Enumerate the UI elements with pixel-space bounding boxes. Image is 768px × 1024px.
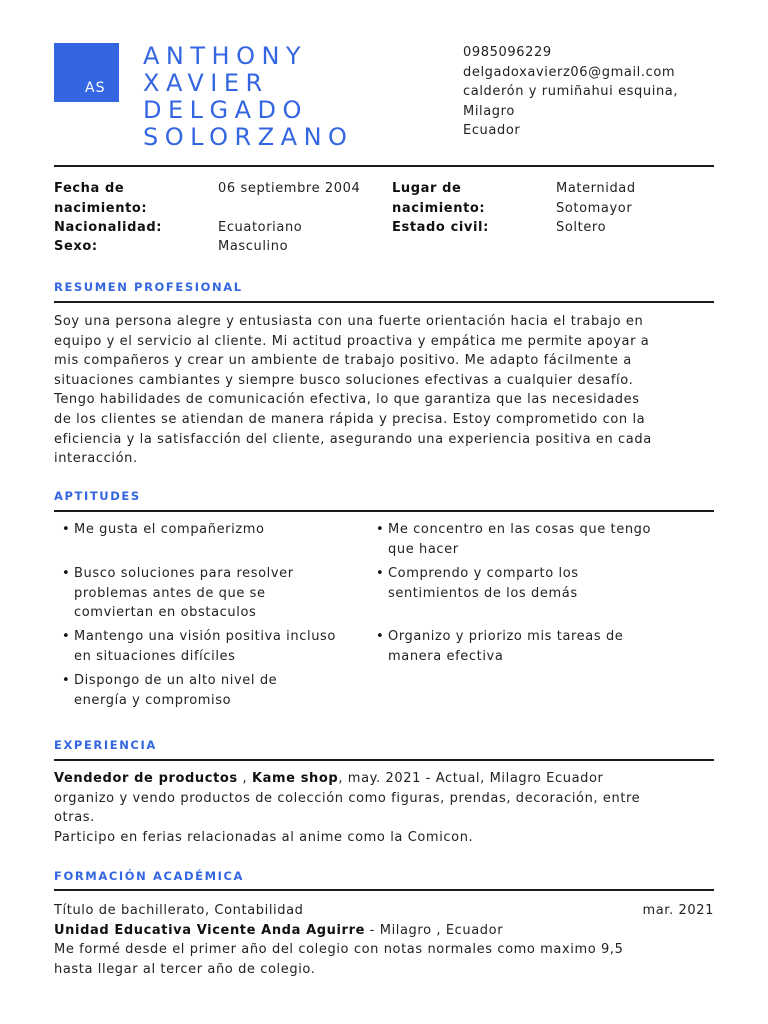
city: Milagro bbox=[463, 103, 515, 119]
bullet-icon: • bbox=[62, 566, 71, 581]
summary-line: Tengo habilidades de comunicación efectiva, lo que garantiza que las necesidades bbox=[54, 392, 640, 408]
summary-line: equipo y el servicio al cliente. Mi actitud proactiva y empática me permite apoyar a bbox=[54, 333, 650, 349]
skills-divider bbox=[54, 510, 714, 512]
nationality-label: Nacionalidad: bbox=[54, 220, 163, 235]
summary-heading: RESUMEN PROFESIONAL bbox=[54, 280, 243, 294]
education-line: Me formé desde el primer año del colegio con notas normales como maximo 9,5 bbox=[54, 942, 624, 958]
skill-item: • Me gusta el compañerizmo bbox=[54, 520, 354, 559]
birth-place-value: Maternidad Sotomayor bbox=[556, 181, 636, 216]
job-details: , may. 2021 - Actual, Milagro Ecuador bbox=[338, 771, 604, 786]
experience-entry bbox=[54, 769, 714, 847]
summary-line: interacción. bbox=[54, 451, 138, 467]
email-address[interactable]: delgadoxavierz06@gmail.com bbox=[463, 64, 676, 80]
job-title: Vendedor de productos bbox=[54, 771, 238, 786]
name-line: XAVIER bbox=[143, 69, 269, 97]
summary-line: Soy una persona alegre y entusiasta con una fuerte orientación hacia el trabajo en bbox=[54, 314, 644, 329]
marital-status-label: Estado civil: bbox=[392, 220, 489, 235]
initials-badge bbox=[54, 43, 119, 102]
summary-text bbox=[54, 312, 714, 469]
skill-item: • Mantengo una visión positiva incluso en situaciones difíciles bbox=[62, 629, 336, 664]
sex-label: Sexo: bbox=[54, 239, 98, 254]
summary-line: situaciones cambiantes y siempre busco soluciones efectivas a cualquier desafío. bbox=[54, 372, 634, 388]
skill-item: • Dispongo de un alto nivel de energía y compromiso bbox=[62, 673, 278, 708]
education-heading: FORMACIÓN ACADÉMICA bbox=[54, 869, 245, 883]
bullet-icon: • bbox=[376, 629, 385, 644]
experience-divider bbox=[54, 759, 714, 761]
experience-line: otras. bbox=[54, 810, 95, 826]
summary-line: de los clientes se atiendan de manera rápida y precisa. Estoy comprometido con la bbox=[54, 411, 646, 427]
street-address: calderón y rumiñahui esquina, bbox=[463, 84, 679, 99]
contact-block bbox=[463, 43, 678, 141]
company-name: Kame shop bbox=[251, 771, 339, 786]
bullet-icon: • bbox=[376, 522, 385, 537]
school-location: - Milagro , Ecuador bbox=[365, 922, 504, 938]
experience-line: organizo y vendo productos de colección como figuras, prendas, decoración, entre bbox=[54, 790, 641, 806]
name-line: SOLORZANO bbox=[143, 123, 354, 151]
birth-place-label: Lugar de nacimiento: bbox=[392, 181, 486, 216]
bullet-icon: • bbox=[62, 522, 71, 537]
school-line bbox=[54, 921, 714, 941]
experience-heading: EXPERIENCIA bbox=[54, 738, 157, 752]
birth-date-value: 06 septiembre 2004 bbox=[218, 181, 361, 196]
education-line: hasta llegar al tercer año de colegio. bbox=[54, 961, 316, 977]
education-divider bbox=[54, 889, 714, 891]
name-line: ANTHONY bbox=[143, 42, 308, 70]
skill-item: • Me concentro en las cosas que tengo que hacer bbox=[376, 522, 652, 557]
initials-text: AS bbox=[85, 80, 106, 96]
bullet-icon: • bbox=[376, 566, 385, 581]
summary-line: eficiencia y la satisfacción del cliente, asegurando una experiencia positiva en cada bbox=[54, 431, 652, 447]
birth-date-label: Fecha de nacimiento: bbox=[54, 181, 148, 216]
skills-right-column bbox=[368, 520, 708, 671]
phone-number[interactable]: 0985096229 bbox=[463, 45, 552, 60]
experience-line: Participo en ferias relacionadas al anime como la Comicon. bbox=[54, 829, 474, 845]
skill-item: • Busco soluciones para resolver problemas antes de que se comviertan en obstaculos bbox=[62, 566, 294, 620]
bullet-icon: • bbox=[62, 629, 71, 644]
job-separator: , bbox=[237, 771, 252, 786]
skill-item: • Organizo y priorizo mis tareas de manera efectiva bbox=[376, 629, 624, 664]
skills-left-column bbox=[54, 520, 354, 715]
skills-heading: APTITUDES bbox=[54, 489, 141, 503]
degree: Título de bachillerato, Contabilidad bbox=[54, 903, 304, 918]
experience-headline bbox=[54, 769, 714, 789]
sex-value: Masculino bbox=[218, 239, 289, 254]
education-entry bbox=[54, 901, 714, 979]
bullet-icon: • bbox=[62, 673, 71, 688]
summary-line: mis compañeros y crear un ambiente de trabajo positivo. Me adapto fácilmente a bbox=[54, 353, 632, 369]
education-headline bbox=[54, 901, 714, 921]
country: Ecuador bbox=[463, 123, 521, 138]
name-line: DELGADO bbox=[143, 96, 308, 124]
school-name: Unidad Educativa Vicente Anda Aguirre bbox=[54, 922, 365, 938]
full-name bbox=[143, 43, 353, 151]
education-date: mar. 2021 bbox=[642, 903, 714, 918]
nationality-value: Ecuatoriano bbox=[218, 220, 303, 235]
header-divider bbox=[54, 165, 714, 167]
summary-divider bbox=[54, 301, 714, 303]
marital-status-value: Soltero bbox=[556, 220, 607, 235]
skill-item: • Comprendo y comparto los sentimientos de los demás bbox=[376, 566, 579, 601]
